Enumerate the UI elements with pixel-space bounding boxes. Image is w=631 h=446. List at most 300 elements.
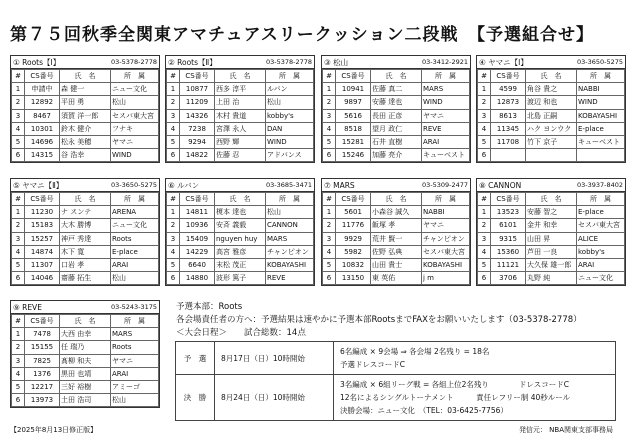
club-name: 松山: [111, 394, 159, 407]
table-row: [167, 219, 314, 232]
player-name: 口岩 孝: [60, 258, 111, 271]
column-header-club: 所 属: [266, 70, 314, 83]
player-name: 飯塚 孝: [371, 219, 422, 232]
group-phone: 03-5378-2778: [265, 58, 312, 66]
player-table: [477, 69, 625, 162]
schedule-summary: ＜大会日程＞ 試合総数：14点: [176, 328, 306, 338]
seat-number: 2: [12, 341, 25, 354]
seat-number: 3: [478, 232, 491, 245]
club-name: ニュー文化: [577, 272, 625, 285]
page-title: 第７５回秋季全関東アマチュアスリークッション二段戦 【予選組合せ】: [10, 25, 594, 45]
club-name: REVE: [422, 122, 470, 135]
cs-number: 7238: [180, 122, 215, 135]
club-name: ARAI: [577, 258, 625, 271]
cs-number: 12217: [25, 380, 60, 393]
stage-detail-line: 3名編成 × 6組リーグ戦 = 各組上位2名残り ドレスコードC: [340, 380, 569, 389]
column-header-cs: CS番号: [25, 70, 60, 83]
group-table: [321, 178, 471, 286]
cs-number: 11776: [336, 219, 371, 232]
club-name: ニュー文化: [111, 83, 159, 96]
player-name: 木下 寛: [60, 245, 111, 258]
club-name: j m: [422, 272, 470, 285]
seat-number: 1: [478, 206, 491, 219]
club-name: MARS: [111, 328, 159, 341]
seat-number: 2: [167, 219, 180, 232]
player-name: 山田 貴士: [371, 258, 422, 271]
table-row: [12, 354, 159, 367]
table-row: [478, 122, 625, 135]
seat-number: 5: [12, 135, 25, 148]
group-phone: 03-3650-5275: [576, 58, 623, 66]
stage-date: 8月24日（日）10時開始: [215, 375, 334, 420]
table-row: [167, 245, 314, 258]
cs-number: 14874: [25, 245, 60, 258]
group-header: [322, 179, 470, 192]
club-name: ヤマニ: [422, 219, 470, 232]
player-name: 小森谷 誠久: [371, 206, 422, 219]
group-table: [165, 178, 315, 286]
player-name: ハク ヨンウク: [526, 122, 577, 135]
cs-number: 8613: [491, 109, 526, 122]
player-name: 平田 勇: [60, 96, 111, 109]
club-name: MARS: [266, 232, 314, 245]
column-header-name: 氏 名: [60, 315, 111, 328]
column-header-no: #: [167, 193, 180, 206]
club-name: チャンピオン: [266, 245, 314, 258]
table-header-row: [12, 70, 159, 83]
seat-number: 6: [323, 272, 336, 285]
table-row: [12, 219, 159, 232]
player-name: 石井 直樹: [371, 135, 422, 148]
group-label: ⑤ ヤマニ【Ⅱ】: [13, 180, 64, 190]
club-name: アドバンス: [266, 149, 314, 162]
seat-number: 6: [478, 149, 491, 162]
table-row: [478, 206, 625, 219]
column-header-club: 所 属: [577, 70, 625, 83]
player-name: 山田 昇: [526, 232, 577, 245]
table-row: [167, 206, 314, 219]
stage-label: 決 勝: [176, 375, 215, 420]
seat-number: 2: [478, 96, 491, 109]
stage-details: [334, 375, 615, 420]
group-label: ⑨ REVE: [13, 302, 42, 312]
player-name: 任 瑞乃: [60, 341, 111, 354]
club-name: kobby's: [577, 245, 625, 258]
table-row: [323, 122, 470, 135]
seat-number: 6: [12, 272, 25, 285]
column-header-club: 所 属: [266, 193, 314, 206]
column-header-name: 氏 名: [526, 193, 577, 206]
player-name: 安藤 智之: [526, 206, 577, 219]
player-name: 佐藤 忍: [215, 149, 266, 162]
club-name: DAN: [266, 122, 314, 135]
club-name: アミーゴ: [111, 380, 159, 393]
seat-number: 6: [12, 149, 25, 162]
cs-number: 4599: [491, 83, 526, 96]
column-header-no: #: [12, 70, 25, 83]
cs-number: 8467: [25, 109, 60, 122]
cs-number: 10941: [336, 83, 371, 96]
cs-number: 5982: [336, 245, 371, 258]
group-table: [321, 55, 471, 163]
seat-number: 4: [478, 122, 491, 135]
table-header-row: [323, 193, 470, 206]
seat-number: 3: [167, 109, 180, 122]
seat-number: 6: [12, 394, 25, 407]
club-name: E-place: [111, 245, 159, 258]
seat-number: 2: [12, 219, 25, 232]
cs-number: 12873: [491, 96, 526, 109]
player-table: [322, 69, 470, 162]
cs-number: 9897: [336, 96, 371, 109]
table-header-row: [12, 315, 159, 328]
table-row: [478, 245, 625, 258]
player-name: 佐藤 真二: [371, 83, 422, 96]
table-row: [12, 232, 159, 245]
table-row: [323, 109, 470, 122]
seat-number: 4: [167, 122, 180, 135]
stage-label: 予 選: [176, 342, 215, 374]
player-name: 鈴木 健介: [60, 122, 111, 135]
player-name: [526, 149, 577, 162]
club-name: KOBAYASHI: [422, 258, 470, 271]
column-header-name: 氏 名: [215, 193, 266, 206]
table-row: [323, 272, 470, 285]
column-header-name: 氏 名: [371, 70, 422, 83]
group-label: ① Roots【Ⅰ】: [13, 57, 61, 67]
cs-number: 15409: [180, 232, 215, 245]
player-name: 長田 正彦: [371, 109, 422, 122]
club-name: E-place: [577, 122, 625, 135]
player-name: 竹下 京子: [526, 135, 577, 148]
column-header-cs: CS番号: [491, 70, 526, 83]
column-header-name: 氏 名: [60, 193, 111, 206]
seat-number: 5: [478, 258, 491, 271]
club-name: WIND: [111, 149, 159, 162]
seat-number: 1: [323, 206, 336, 219]
seat-number: 6: [167, 272, 180, 285]
seat-number: 3: [167, 232, 180, 245]
seat-number: 3: [12, 109, 25, 122]
cs-number: 15183: [25, 219, 60, 232]
player-name: 大西 由幸: [60, 328, 111, 341]
player-table: [166, 69, 314, 162]
club-name: チャンピオン: [422, 232, 470, 245]
column-header-club: 所 属: [577, 193, 625, 206]
seat-number: 5: [478, 135, 491, 148]
cs-number: 14229: [180, 245, 215, 258]
column-header-no: #: [478, 193, 491, 206]
table-row: [167, 232, 314, 245]
group-phone: 03-3650-5275: [110, 181, 157, 189]
stage-detail-line: 6名編成 × 9会場 ⇒ 各会場 2名残り = 18名: [340, 347, 490, 356]
table-row: [12, 96, 159, 109]
table-row: [323, 206, 470, 219]
club-name: 松山: [111, 272, 159, 285]
table-row: [12, 341, 159, 354]
cs-number: [491, 149, 526, 162]
seat-number: 5: [12, 380, 25, 393]
table-row: [12, 149, 159, 162]
club-name: ルバン: [266, 83, 314, 96]
club-name: E-place: [577, 206, 625, 219]
player-table: [477, 192, 625, 285]
group-table: [476, 55, 626, 163]
table-row: [12, 394, 159, 407]
player-name: 森 健一: [60, 83, 111, 96]
cs-number: 10877: [180, 83, 215, 96]
table-row: [323, 219, 470, 232]
table-row: [167, 122, 314, 135]
seat-number: 5: [167, 258, 180, 271]
group-table: [476, 178, 626, 286]
column-header-no: #: [323, 193, 336, 206]
group-phone: 03-3937-8402: [576, 181, 623, 189]
table-row: [478, 83, 625, 96]
seat-number: 2: [478, 219, 491, 232]
group-label: ② Roots【Ⅱ】: [168, 57, 217, 67]
club-name: kobby's: [266, 109, 314, 122]
player-name: 北島 正嗣: [526, 109, 577, 122]
club-name: Roots: [111, 341, 159, 354]
group-phone: 03-5378-2778: [110, 58, 157, 66]
club-name: キューベスト: [577, 135, 625, 148]
seat-number: 5: [12, 258, 25, 271]
player-table: [11, 314, 159, 407]
cs-number: 7478: [25, 328, 60, 341]
cs-number: 14880: [180, 272, 215, 285]
club-name: ヤマニ: [422, 109, 470, 122]
club-name: キューベスト: [422, 149, 470, 162]
seat-number: 2: [323, 96, 336, 109]
club-name: Roots: [111, 232, 159, 245]
stage-date: 8月17日（日）10時開始: [215, 342, 334, 374]
group-phone: 03-3685-3471: [265, 181, 312, 189]
table-row: [478, 219, 625, 232]
player-name: 金井 和幸: [526, 219, 577, 232]
table-header-row: [167, 70, 314, 83]
cs-number: 14811: [180, 206, 215, 219]
schedule-table: [175, 341, 616, 421]
table-row: [167, 96, 314, 109]
table-row: [323, 96, 470, 109]
column-header-name: 氏 名: [60, 70, 111, 83]
seat-number: 5: [323, 258, 336, 271]
cs-number: 12892: [25, 96, 60, 109]
club-name: フナキ: [111, 122, 159, 135]
seat-number: 5: [167, 135, 180, 148]
club-name: ヤマニ: [111, 354, 159, 367]
table-row: [478, 135, 625, 148]
cs-number: 13973: [25, 394, 60, 407]
stage-details: [334, 342, 615, 374]
column-header-cs: CS番号: [180, 193, 215, 206]
player-name: 安藤 達也: [371, 96, 422, 109]
column-header-cs: CS番号: [336, 193, 371, 206]
player-name: ナ スンテ: [60, 206, 111, 219]
group-header: [477, 56, 625, 69]
table-row: [12, 367, 159, 380]
table-row: [167, 149, 314, 162]
club-name: ニュー文化: [111, 219, 159, 232]
column-header-name: 氏 名: [526, 70, 577, 83]
group-header: [11, 301, 159, 314]
table-row: [323, 149, 470, 162]
player-name: 齋藤 拓生: [60, 272, 111, 285]
group-label: ③ 松山: [324, 57, 349, 67]
cs-number: 10936: [180, 219, 215, 232]
seat-number: 3: [323, 232, 336, 245]
group-table: [10, 300, 160, 408]
player-name: 末松 茂正: [215, 258, 266, 271]
cs-number: 14326: [180, 109, 215, 122]
club-name: ARAI: [111, 367, 159, 380]
table-row: [12, 272, 159, 285]
cs-number: 6640: [180, 258, 215, 271]
player-name: 西野 輝: [215, 135, 266, 148]
table-row: [12, 258, 159, 271]
group-header: [166, 56, 314, 69]
cs-number: 5616: [336, 109, 371, 122]
club-name: ARENA: [111, 206, 159, 219]
cs-number: 9294: [180, 135, 215, 148]
table-row: [167, 272, 314, 285]
table-row: [478, 109, 625, 122]
table-header-row: [167, 193, 314, 206]
cs-number: 15281: [336, 135, 371, 148]
table-row: [12, 328, 159, 341]
player-name: 大久保 雄一郎: [526, 258, 577, 271]
player-name: 土田 浩司: [60, 394, 111, 407]
table-row: [12, 245, 159, 258]
player-name: 髙柳 和夫: [60, 354, 111, 367]
column-header-cs: CS番号: [180, 70, 215, 83]
table-row: [12, 109, 159, 122]
group-label: ④ ヤマニ【Ⅰ】: [479, 57, 528, 67]
seat-number: 1: [323, 83, 336, 96]
table-row: [12, 206, 159, 219]
seat-number: 6: [167, 149, 180, 162]
revision-note: 【2025年8月13日修正版】: [10, 426, 98, 434]
player-name: 東 英佑: [371, 272, 422, 285]
player-name: 三好 裕樹: [60, 380, 111, 393]
table-row: [323, 245, 470, 258]
seat-number: 3: [323, 109, 336, 122]
column-header-no: #: [12, 315, 25, 328]
cs-number: 11708: [491, 135, 526, 148]
player-name: 佐野 弘典: [371, 245, 422, 258]
player-name: 黒田 也靖: [60, 367, 111, 380]
column-header-cs: CS番号: [336, 70, 371, 83]
player-name: 松永 美穂: [60, 135, 111, 148]
table-row: [478, 96, 625, 109]
seat-number: 5: [323, 135, 336, 148]
column-header-club: 所 属: [111, 315, 159, 328]
table-header-row: [12, 193, 159, 206]
club-name: CANNON: [266, 219, 314, 232]
seat-number: 2: [12, 96, 25, 109]
column-header-no: #: [478, 70, 491, 83]
column-header-no: #: [167, 70, 180, 83]
group-header: [166, 179, 314, 192]
player-name: 谷 浩幸: [60, 149, 111, 162]
table-row: [167, 135, 314, 148]
player-name: 神戸 秀達: [60, 232, 111, 245]
player-name: nguyen huy: [215, 232, 266, 245]
club-name: セスバ東大宮: [577, 219, 625, 232]
club-name: WIND: [577, 96, 625, 109]
seat-number: 3: [12, 354, 25, 367]
group-phone: 03-5309-2477: [421, 181, 468, 189]
club-name: MARS: [422, 83, 470, 96]
seat-number: 6: [478, 272, 491, 285]
cs-number: 9929: [336, 232, 371, 245]
player-name: 丸野 純: [526, 272, 577, 285]
player-name: 波形 篤子: [215, 272, 266, 285]
table-row: [167, 83, 314, 96]
group-table: [165, 55, 315, 163]
player-name: 上田 治: [215, 96, 266, 109]
club-name: セスバ東大宮: [422, 245, 470, 258]
player-table: [166, 192, 314, 285]
seat-number: 1: [478, 83, 491, 96]
player-name: 加藤 亮介: [371, 149, 422, 162]
player-table: [11, 69, 159, 162]
cs-number: 13150: [336, 272, 371, 285]
club-name: ヤマニ: [111, 135, 159, 148]
player-name: 望月 政仁: [371, 122, 422, 135]
column-header-no: #: [12, 193, 25, 206]
column-header-cs: CS番号: [491, 193, 526, 206]
column-header-cs: CS番号: [25, 315, 60, 328]
cs-number: 8518: [336, 122, 371, 135]
club-name: ARAI: [422, 135, 470, 148]
table-header-row: [478, 70, 625, 83]
cs-number: 13523: [491, 206, 526, 219]
player-name: 角谷 貴之: [526, 83, 577, 96]
table-row: [323, 135, 470, 148]
player-name: 大木 勝博: [60, 219, 111, 232]
info-block: [176, 301, 616, 340]
cs-number: 15360: [491, 245, 526, 258]
seat-number: 3: [478, 109, 491, 122]
seat-number: 4: [478, 245, 491, 258]
cs-number: 3706: [491, 272, 526, 285]
club-name: ALICE: [577, 232, 625, 245]
seat-number: 1: [167, 83, 180, 96]
stage-detail-line: 予選ドレスコードC: [340, 360, 406, 369]
group-label: ⑧ CANNON: [479, 180, 522, 190]
club-name: 松山: [266, 96, 314, 109]
seat-number: 4: [12, 122, 25, 135]
seat-number: 4: [167, 245, 180, 258]
cs-number: 6101: [491, 219, 526, 232]
table-header-row: [323, 70, 470, 83]
seat-number: 3: [12, 232, 25, 245]
club-name: REVE: [266, 272, 314, 285]
schedule-row: [176, 342, 615, 375]
column-header-cs: CS番号: [25, 193, 60, 206]
cs-number: 11209: [180, 96, 215, 109]
group-header: [477, 179, 625, 192]
cs-number: 14696: [25, 135, 60, 148]
club-name: 松山: [111, 96, 159, 109]
table-row: [478, 232, 625, 245]
table-row: [478, 272, 625, 285]
cs-number: 15155: [25, 341, 60, 354]
group-phone: 03-5243-3175: [110, 303, 157, 311]
seat-number: 1: [12, 328, 25, 341]
